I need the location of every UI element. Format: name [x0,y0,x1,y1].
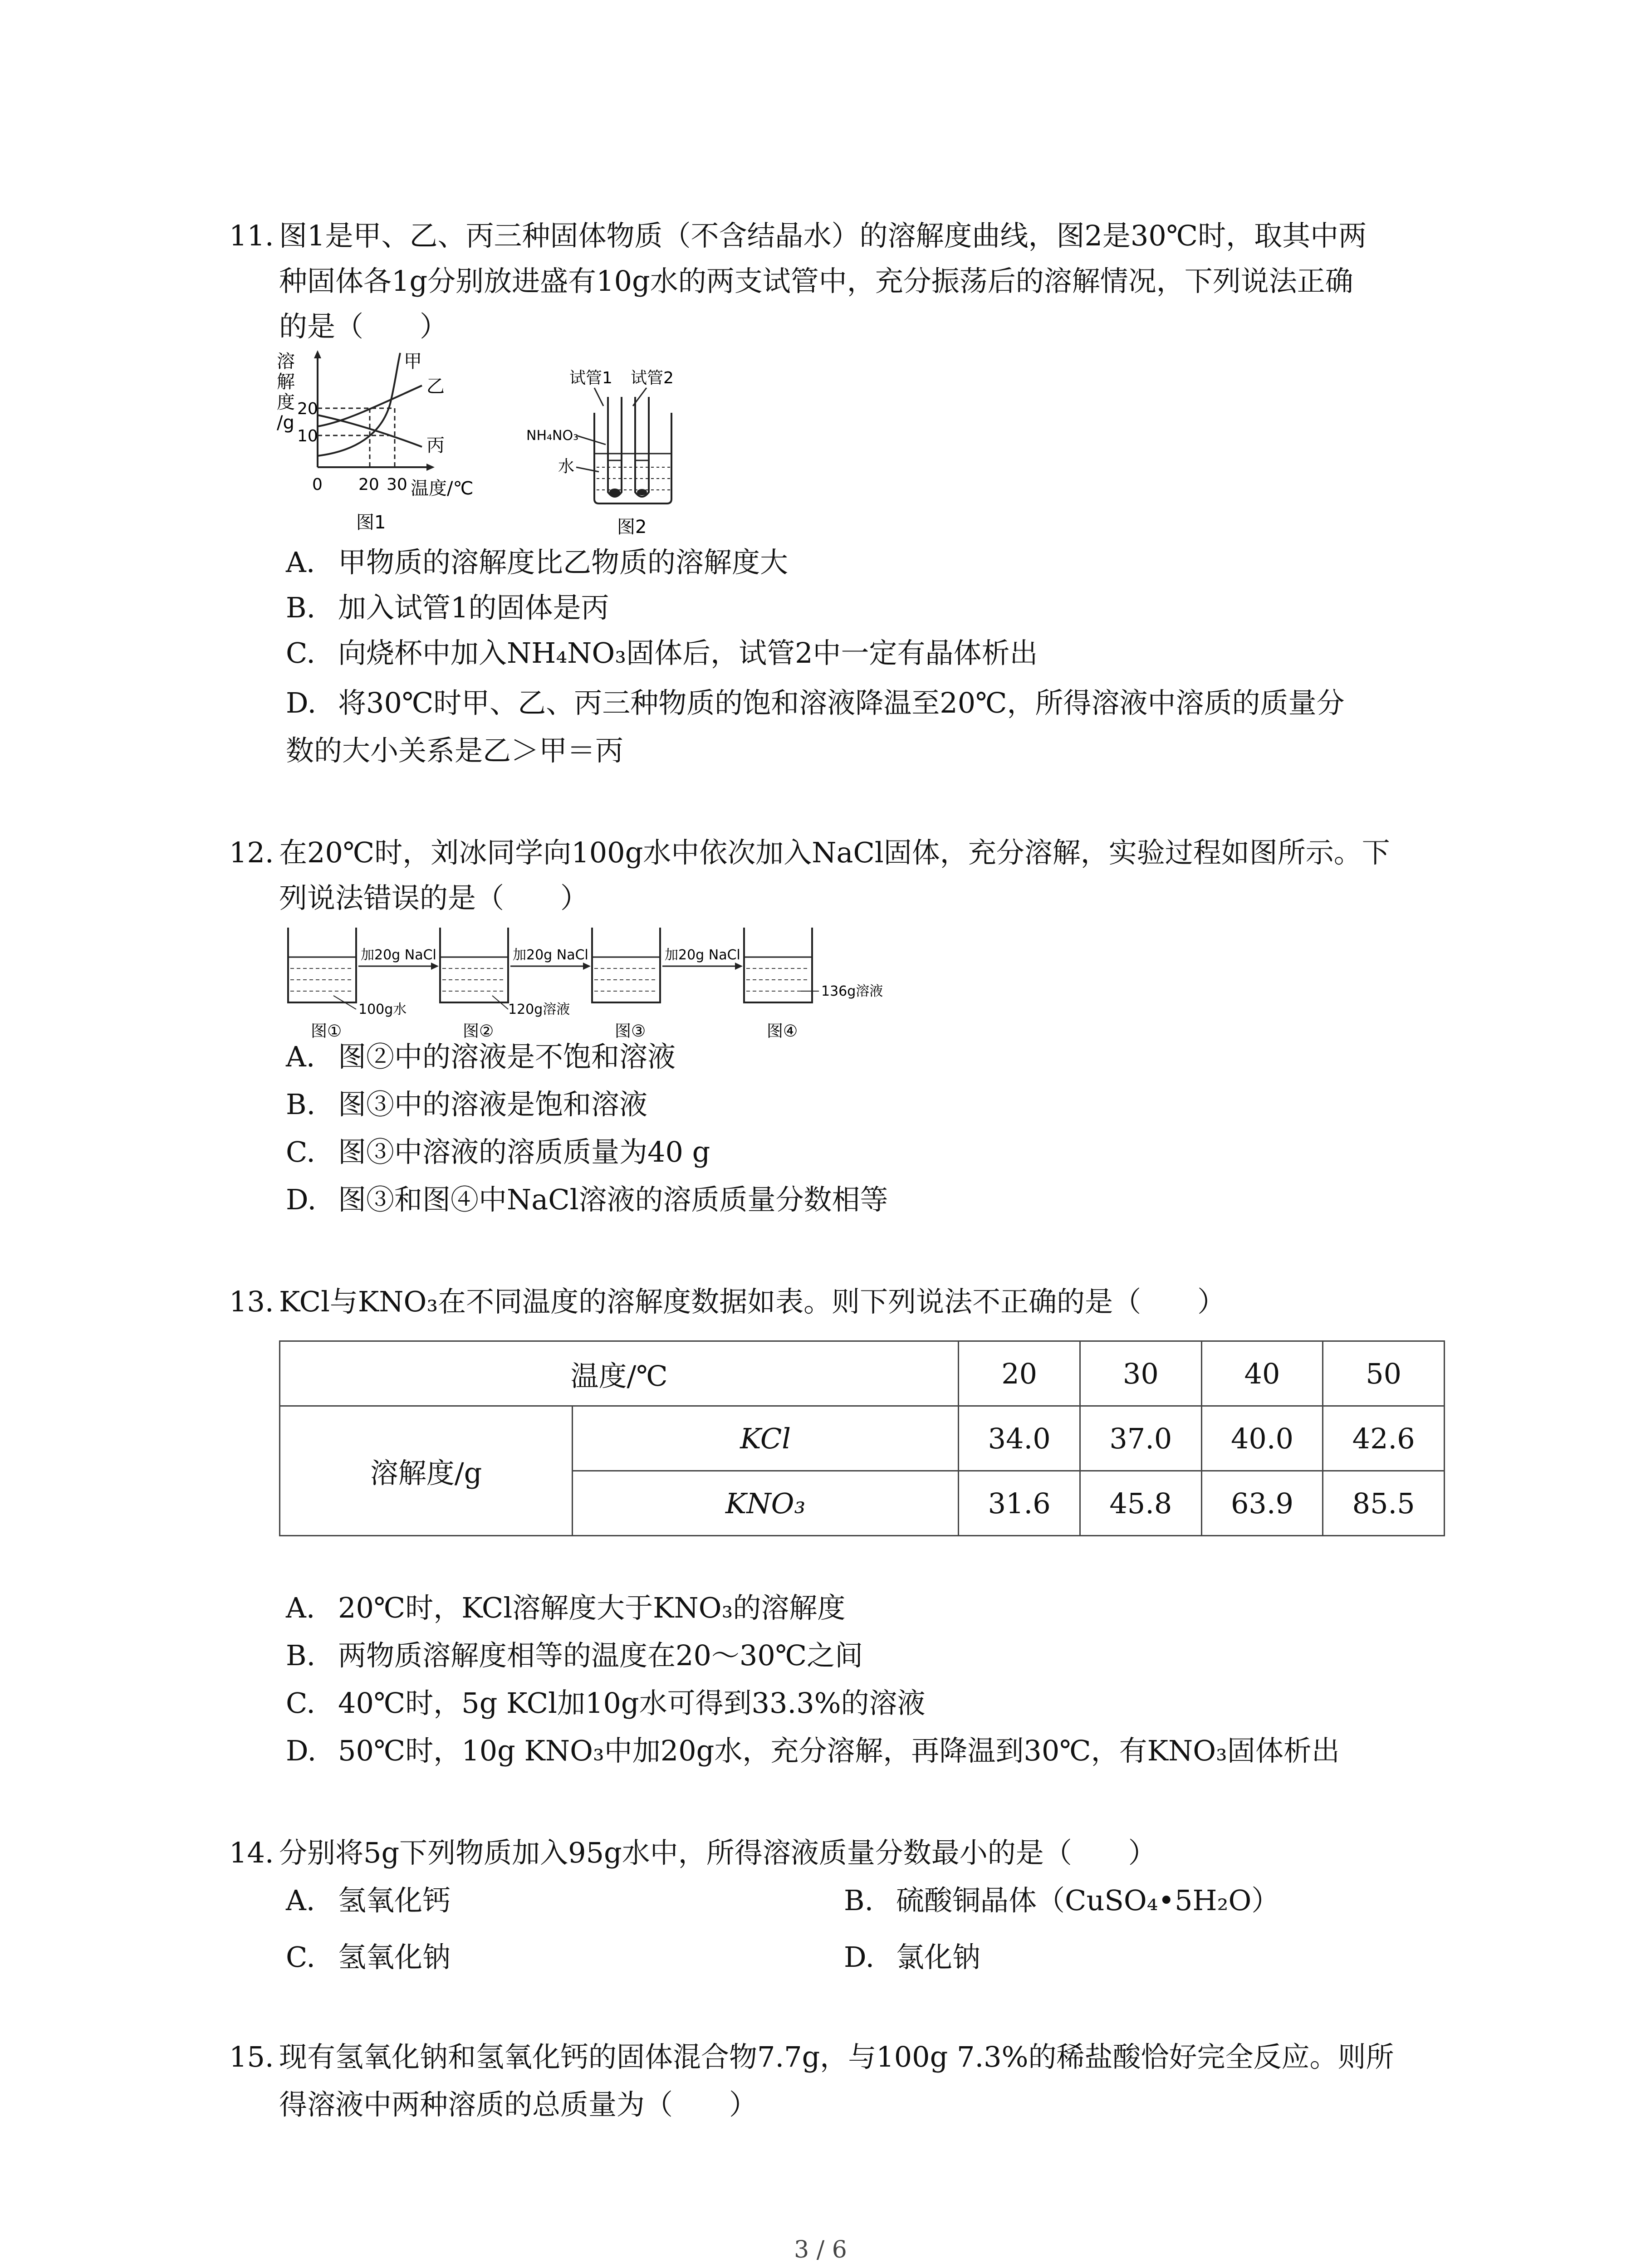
table-cell: 45.8 [1080,1471,1202,1536]
svg-text:水: 水 [558,457,575,476]
table-row-header-solubility: 溶解度/g [280,1406,573,1536]
table-cell: 37.0 [1080,1406,1202,1471]
question-13-option-c[interactable]: C. 40℃时，5g KCl加10g水可得到33.3%的溶液 [286,1686,926,1720]
svg-text:图④: 图④ [767,1022,798,1041]
question-14-number: 14. [229,1836,274,1869]
svg-text:温度/℃: 温度/℃ [411,478,474,499]
question-13-option-a[interactable]: A. 20℃时，KCl溶解度大于KNO₃的溶解度 [286,1591,846,1624]
svg-text:0: 0 [312,475,323,494]
question-11-stem-line2: 种固体各1g分别放进盛有10g水的两支试管中，充分振荡后的溶解情况，下列说法正确 [279,264,1353,298]
svg-text:图③: 图③ [615,1022,646,1041]
question-11-option-d[interactable]: D. 将30℃时甲、乙、丙三种物质的饱和溶液降温至20℃，所得溶液中溶质的质量分 [286,686,1345,719]
table-row [280,1406,1445,1471]
solubility-table [279,1340,1445,1536]
svg-text:试管2: 试管2 [631,369,674,387]
svg-text:/g: /g [277,412,294,433]
question-11-option-d-continued: 数的大小关系是乙＞甲＝丙 [286,734,624,767]
question-13-number: 13. [229,1285,274,1318]
svg-text:加20g NaCl: 加20g NaCl [513,947,588,963]
question-13-stem: KCl与KNO₃在不同温度的溶解度数据如表。则下列说法不正确的是（ ） [279,1285,1226,1318]
svg-text:10: 10 [297,427,318,445]
question-15-stem-line2: 得溶液中两种溶质的总质量为（ ） [279,2088,758,2121]
question-12-stem-line2: 列说法错误的是（ ） [279,881,589,914]
table-cell: 42.6 [1323,1406,1445,1471]
svg-text:20: 20 [358,475,379,494]
svg-text:20: 20 [297,400,318,418]
question-11-stem-line1: 图1是甲、乙、丙三种固体物质（不含结晶水）的溶解度曲线，图2是30℃时，取其中两 [279,219,1367,252]
question-12-option-c[interactable]: C. 图③中溶液的溶质质量为40 g [286,1135,710,1168]
question-13-option-d[interactable]: D. 50℃时，10g KNO₃中加20g水，充分溶解，再降温到30℃，有KNO₃固体析出 [286,1734,1340,1767]
question-12-number: 12. [229,836,274,869]
question-14-option-b[interactable]: B. 硫酸铜晶体（CuSO₄•5H₂O） [844,1884,1280,1917]
svg-text:图1: 图1 [356,512,386,533]
table-header-cell: 50 [1323,1341,1445,1406]
svg-text:136g溶液: 136g溶液 [821,983,883,999]
question-12-stem-line1: 在20℃时，刘冰同学向100g水中依次加入NaCl固体，充分溶解，实验过程如图所示。下 [279,836,1390,869]
svg-text:试管1: 试管1 [569,369,612,387]
question-15-number: 15. [229,2040,274,2073]
question-13-option-b[interactable]: B. 两物质溶解度相等的温度在20～30℃之间 [286,1639,863,1672]
table-header-cell: 30 [1080,1341,1202,1406]
table-substance-name: KNO₃ [573,1471,959,1536]
question-11-option-c[interactable]: C. 向烧杯中加入NH₄NO₃固体后，试管2中一定有晶体析出 [286,636,1038,670]
table-header-cell: 40 [1201,1341,1323,1406]
svg-text:加20g NaCl: 加20g NaCl [665,947,740,963]
table-cell: 40.0 [1201,1406,1323,1471]
svg-text:度: 度 [277,392,295,413]
svg-text:120g溶液: 120g溶液 [508,1002,570,1017]
question-11-stem-line3: 的是（ ） [279,310,448,343]
svg-text:乙: 乙 [426,376,445,397]
svg-text:图②: 图② [463,1022,494,1041]
svg-text:溶: 溶 [277,351,295,372]
svg-text:加20g NaCl: 加20g NaCl [361,947,436,963]
table-row [280,1341,1445,1406]
svg-text:30: 30 [387,475,407,494]
question-14-stem: 分别将5g下列物质加入95g水中，所得溶液质量分数最小的是（ ） [279,1836,1156,1869]
table-cell: 34.0 [959,1406,1080,1471]
question-14-option-d[interactable]: D. 氯化钠 [844,1941,981,1974]
svg-text:NH₄NO₃: NH₄NO₃ [526,428,579,444]
svg-text:解: 解 [277,371,295,392]
page-number: 3 / 6 [794,2236,847,2263]
question-12-option-a[interactable]: A. 图②中的溶液是不饱和溶液 [286,1040,676,1073]
table-header-temp: 温度/℃ [280,1341,959,1406]
question-11-number: 11. [229,219,274,252]
table-substance-name: KCl [573,1406,959,1471]
question-15-stem-line1: 现有氢氧化钠和氢氧化钙的固体混合物7.7g，与100g 7.3%的稀盐酸恰好完全反应。则所 [279,2040,1394,2073]
table-header-cell: 20 [959,1341,1080,1406]
question-14-option-c[interactable]: C. 氢氧化钠 [286,1941,451,1974]
svg-text:图2: 图2 [617,517,647,538]
table-cell: 85.5 [1323,1471,1445,1536]
question-12-option-d[interactable]: D. 图③和图④中NaCl溶液的溶质质量分数相等 [286,1183,888,1216]
question-14-option-a[interactable]: A. 氢氧化钙 [286,1884,451,1917]
table-cell: 63.9 [1201,1471,1323,1536]
svg-text:图①: 图① [311,1022,342,1041]
svg-text:丙: 丙 [426,435,445,456]
question-11-option-a[interactable]: A. 甲物质的溶解度比乙物质的溶解度大 [286,546,789,579]
table-cell: 31.6 [959,1471,1080,1536]
svg-text:100g水: 100g水 [358,1002,407,1017]
question-12-option-b[interactable]: B. 图③中的溶液是饱和溶液 [286,1088,648,1121]
curve-jia [318,353,400,456]
question-11-option-b[interactable]: B. 加入试管1的固体是丙 [286,591,609,624]
svg-text:甲: 甲 [404,351,422,372]
